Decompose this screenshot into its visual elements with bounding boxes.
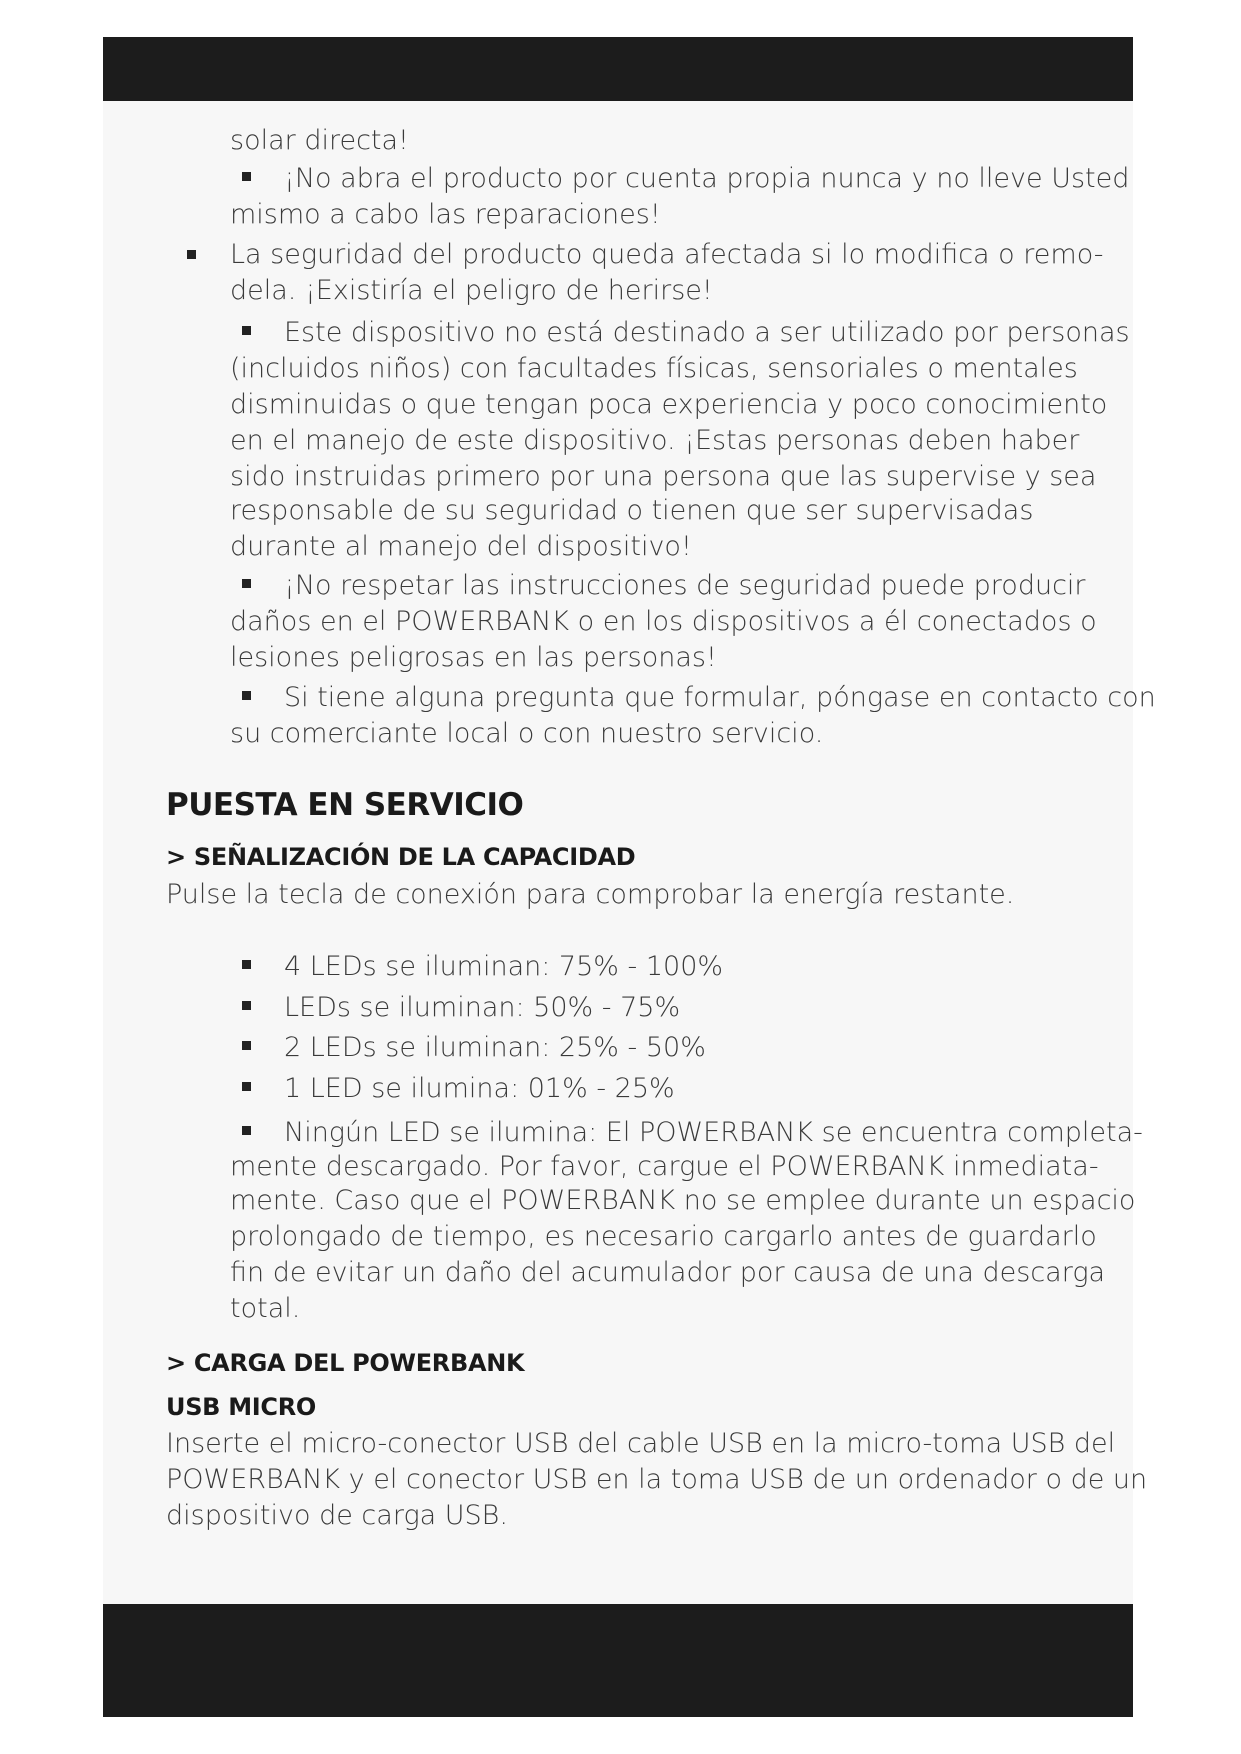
footer-bar	[103, 1604, 1133, 1717]
usb-text-line: POWERBANK y el conector USB en la toma USB de un ordenador o de un	[166, 1464, 1148, 1495]
bullet-square-icon	[242, 1126, 251, 1135]
bullet-square-icon	[242, 326, 251, 335]
led-text-line: total.	[230, 1293, 301, 1324]
subsection-title: USB MICRO	[166, 1393, 317, 1421]
led-text-line: prolongado de tiempo, es necesario cargarlo antes de guardarlo	[230, 1221, 1097, 1252]
safety-line: dela. ¡Existiría el peligro de herirse!	[230, 275, 713, 306]
led-text-line: mente descargado. Por favor, cargue el POWERBANK inmediata-	[230, 1151, 1099, 1182]
led-item: Ningún LED se ilumina: El POWERBANK se encuentra completa-	[230, 1115, 1143, 1151]
safety-line: solar directa!	[230, 125, 409, 156]
safety-line: disminuidas o que tengan poca experiencia y poco conocimiento	[230, 389, 1108, 420]
safety-bullet: ¡No abra el producto por cuenta propia nunca y no lleve Usted	[230, 161, 1129, 197]
safety-line: lesiones peligrosas en las personas!	[230, 642, 717, 673]
safety-line: daños en el POWERBANK o en los dispositivos a él conectados o	[230, 606, 1097, 637]
bullet-square-icon	[187, 250, 196, 259]
safety-line: (incluidos niños) con facultades físicas, sensoriales o mentales	[230, 353, 1078, 384]
led-item: 1 LED se ilumina: 01% - 25%	[230, 1071, 675, 1107]
led-text-line: mente. Caso que el POWERBANK no se emplee durante un espacio	[230, 1185, 1136, 1216]
header-bar	[103, 37, 1133, 101]
safety-line: sido instruidas primero por una persona que las supervise y sea	[230, 461, 1097, 492]
led-text-line: fin de evitar un daño del acumulador por causa de una descarga	[230, 1257, 1106, 1288]
led-item: 2 LEDs se iluminan: 25% - 50%	[230, 1030, 706, 1066]
safety-bullet: Si tiene alguna pregunta que formular, póngase en contacto con	[230, 680, 1156, 716]
safety-line: en el manejo de este dispositivo. ¡Estas personas deben haber	[230, 425, 1080, 456]
usb-text-line: dispositivo de carga USB.	[166, 1500, 508, 1531]
led-item: 4 LEDs se iluminan: 75% - 100%	[230, 949, 723, 985]
safety-line: responsable de su seguridad o tienen que ser supervisadas	[230, 495, 1034, 526]
safety-line: durante al manejo del dispositivo!	[230, 531, 692, 562]
bullet-square-icon	[242, 1041, 251, 1050]
intro-text: Pulse la tecla de conexión para comprobar la energía restante.	[166, 879, 1015, 910]
bullet-square-icon	[242, 691, 251, 700]
safety-bullet: ¡No respetar las instrucciones de seguridad puede producir	[230, 568, 1086, 604]
manual-page	[103, 37, 1156, 1717]
safety-bullet: Este dispositivo no está destinado a ser utilizado por personas	[230, 315, 1130, 351]
usb-text-line: Inserte el micro-conector USB del cable USB en la micro-toma USB del	[166, 1428, 1116, 1459]
bullet-square-icon	[242, 579, 251, 588]
section-title: PUESTA EN SERVICIO	[166, 787, 524, 823]
safety-line: su comerciante local o con nuestro servicio.	[230, 718, 824, 749]
led-item: LEDs se iluminan: 50% - 75%	[230, 990, 680, 1026]
safety-line: La seguridad del producto queda afectada si lo modifica o remo-	[230, 239, 1104, 270]
bullet-square-icon	[242, 1001, 251, 1010]
subsection-title: > SEÑALIZACIÓN DE LA CAPACIDAD	[166, 843, 636, 871]
safety-line: mismo a cabo las reparaciones!	[230, 199, 661, 230]
bullet-square-icon	[242, 172, 251, 181]
subsection-title: > CARGA DEL POWERBANK	[166, 1349, 525, 1377]
bullet-square-icon	[242, 960, 251, 969]
bullet-square-icon	[242, 1082, 251, 1091]
